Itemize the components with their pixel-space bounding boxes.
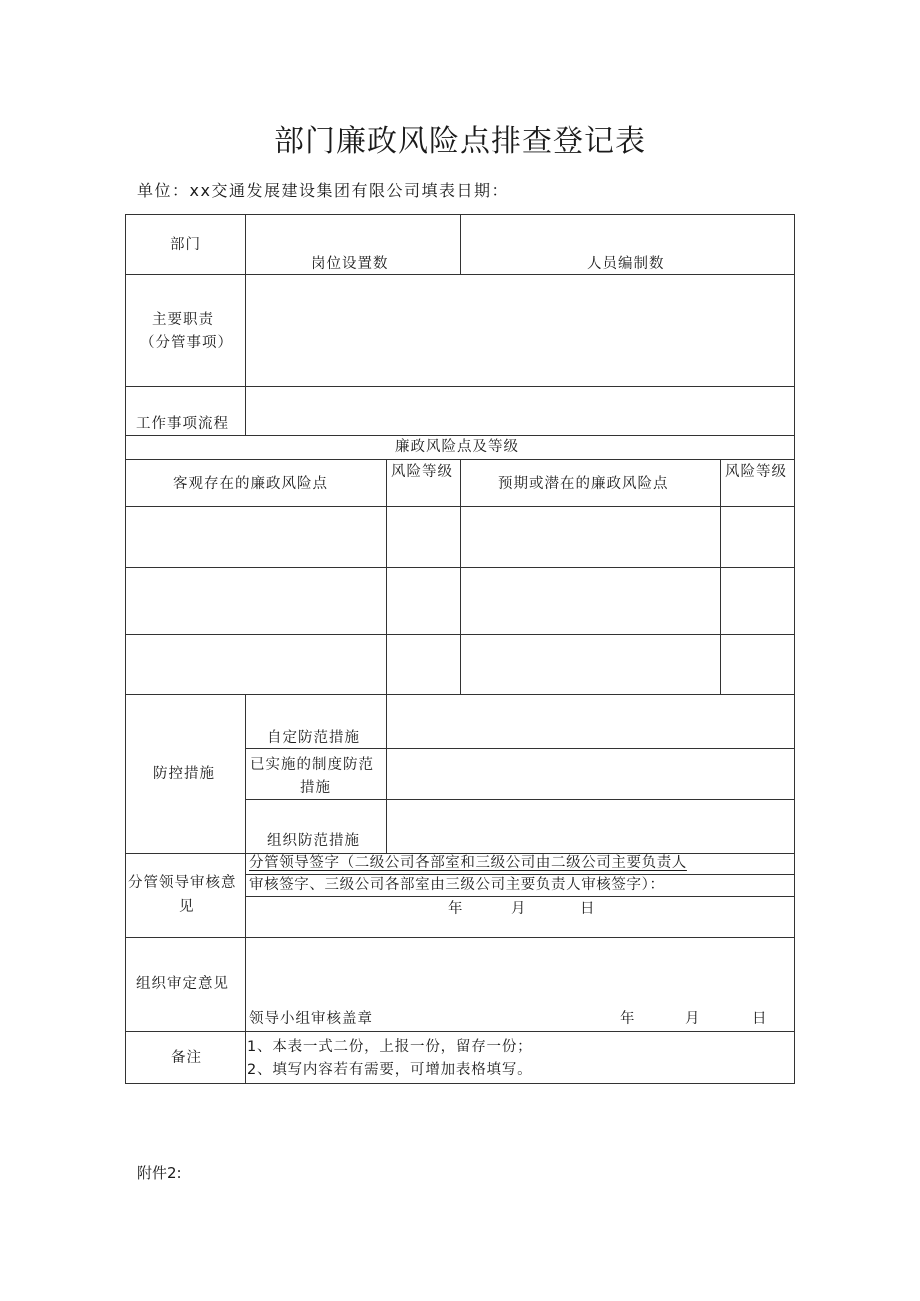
objective-risk-cell[interactable] [126, 507, 386, 567]
risk-level-cell[interactable] [721, 568, 794, 634]
risk-level-cell[interactable] [387, 507, 460, 567]
org-date-day: 日 [752, 1011, 768, 1027]
row-divider [125, 853, 795, 854]
potential-risk-cell[interactable] [461, 568, 720, 634]
staff-label: 人员编制数 [587, 256, 665, 272]
potential-risk-cell[interactable] [461, 635, 720, 694]
workflow-label: 工作事项流程 [136, 416, 229, 432]
duties-field[interactable] [246, 275, 794, 386]
prevention-label: 防控措施 [153, 766, 215, 782]
row-divider [125, 1031, 795, 1032]
leader-date-day: 日 [580, 901, 596, 917]
leader-sign-instruction-cont: 审核签字、三级公司各部室由三级公司主要负责人审核签字）： [249, 877, 665, 893]
positions-label: 岗位设置数 [311, 256, 389, 272]
workflow-field[interactable] [246, 387, 794, 435]
risk-section-header: 廉政风险点及等级 [395, 439, 519, 455]
leader-sign-instruction: 分管领导签字（二级公司各部室和三级公司由二级公司主要负责人 [249, 855, 687, 871]
col-divider [245, 694, 246, 1084]
leader-opinion-label: 分管领导审核意 [128, 875, 237, 891]
duties-sublabel: （分管事项） [140, 335, 233, 351]
implemented-measures-field[interactable] [387, 749, 794, 799]
risk-level-header-left: 风险等级 [391, 464, 453, 480]
objective-risk-header: 客观存在的廉政风险点 [173, 476, 328, 492]
group-seal-label: 领导小组审核盖章 [249, 1011, 373, 1027]
col-divider [460, 214, 461, 275]
objective-risk-cell[interactable] [126, 635, 386, 694]
unit-line [137, 178, 509, 201]
attachment-label: 附件2: [137, 1164, 182, 1182]
remark-item: 2、填写内容若有需要，可增加表格填写。 [247, 1062, 533, 1078]
leader-date-year: 年 [448, 901, 464, 917]
table-right-border [794, 214, 795, 1084]
risk-level-cell[interactable] [721, 635, 794, 694]
self-measures-label: 自定防范措施 [267, 730, 360, 746]
self-measures-field[interactable] [387, 695, 794, 748]
table-bottom-border [125, 1083, 795, 1084]
remarks-label: 备注 [171, 1050, 202, 1066]
org-measures-field[interactable] [387, 800, 794, 853]
leader-signature-field[interactable] [246, 897, 794, 937]
unit-label: 单位：xx交通发展建设集团有限公司填表日期： [137, 181, 509, 200]
risk-level-header-right: 风险等级 [725, 464, 787, 480]
objective-risk-cell[interactable] [126, 568, 386, 634]
row-divider [125, 435, 795, 436]
implemented-measures-sublabel: 措施 [300, 780, 331, 796]
row-divider [245, 874, 795, 875]
org-date-month: 月 [685, 1011, 701, 1027]
org-measures-label: 组织防范措施 [267, 833, 360, 849]
department-label: 部门 [170, 237, 201, 253]
risk-level-cell[interactable] [387, 635, 460, 694]
risk-level-cell[interactable] [387, 568, 460, 634]
leader-opinion-sublabel: 见 [179, 899, 195, 915]
potential-risk-cell[interactable] [461, 507, 720, 567]
risk-level-cell[interactable] [721, 507, 794, 567]
implemented-measures-label: 已实施的制度防范 [250, 757, 374, 773]
org-review-field[interactable] [246, 938, 794, 1008]
duties-label: 主要职责 [152, 312, 214, 328]
potential-risk-header: 预期或潜在的廉政风险点 [498, 476, 669, 492]
leader-date-month: 月 [511, 901, 527, 917]
remark-item: 1、本表一式二份，上报一份，留存一份； [247, 1039, 533, 1055]
org-date-year: 年 [620, 1011, 636, 1027]
form-title: 部门廉政风险点排查登记表 [274, 124, 646, 159]
table-top-border [125, 214, 795, 215]
row-divider [125, 459, 795, 460]
org-review-label: 组织审定意见 [136, 976, 229, 992]
